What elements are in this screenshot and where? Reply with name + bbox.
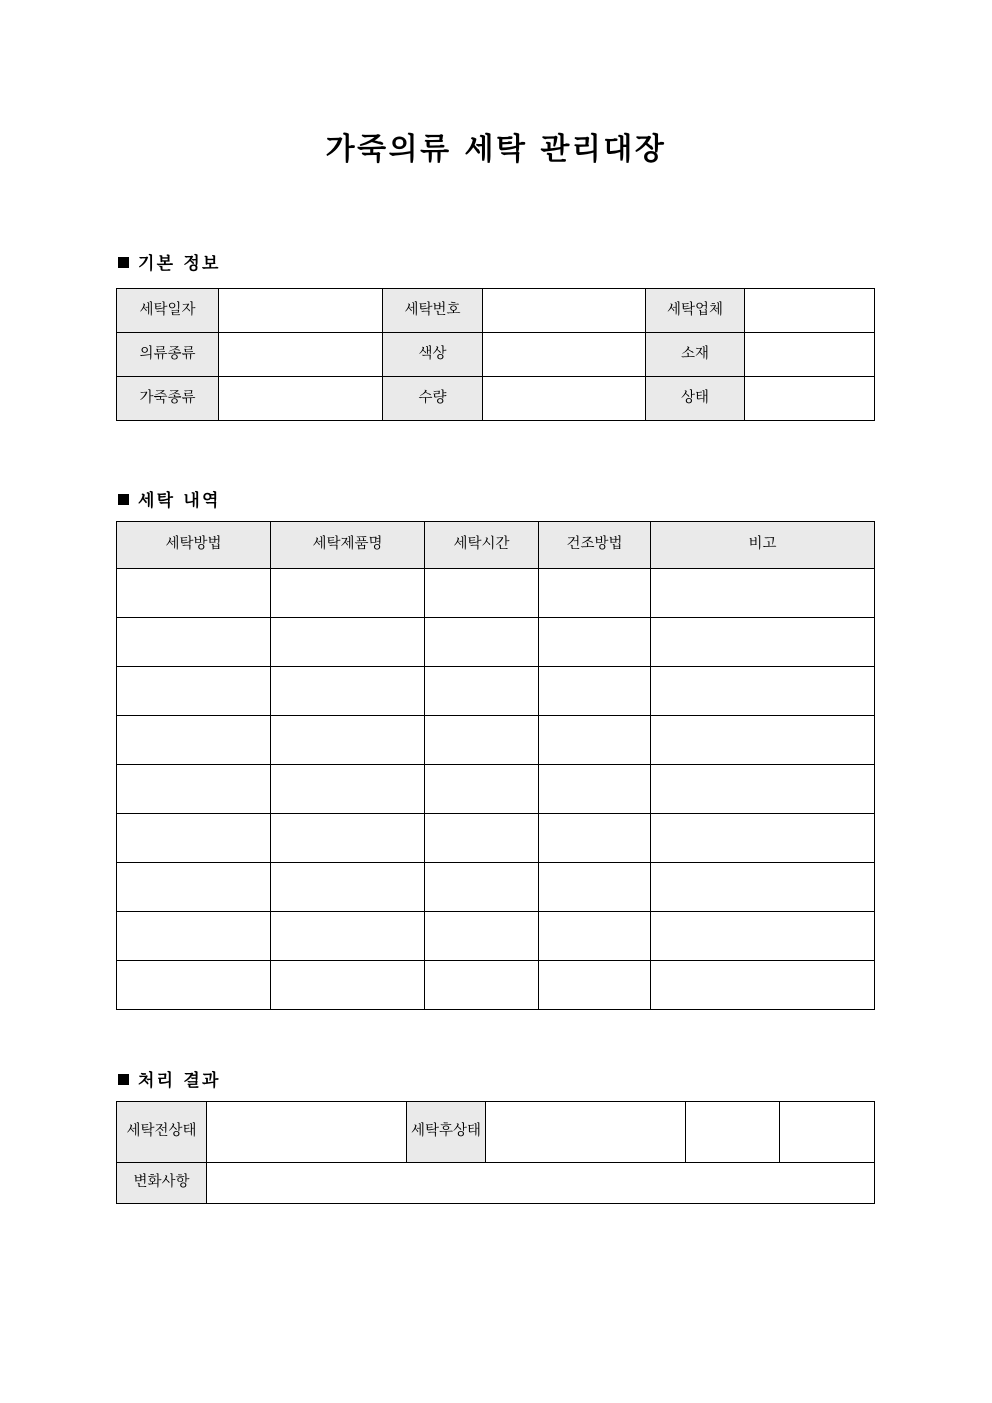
cell-wash-time[interactable] bbox=[425, 667, 539, 716]
table-row bbox=[117, 618, 875, 667]
cell-wash-time[interactable] bbox=[425, 814, 539, 863]
table-row bbox=[117, 912, 875, 961]
cell-dry-method[interactable] bbox=[539, 569, 651, 618]
field-label-material: 소재 bbox=[646, 333, 745, 377]
cell-remarks[interactable] bbox=[651, 765, 875, 814]
cell-wash-time[interactable] bbox=[425, 618, 539, 667]
column-header-dry-method: 건조방법 bbox=[539, 522, 651, 569]
laundry-details-table bbox=[116, 521, 875, 1010]
field-label-wash-number: 세탁번호 bbox=[383, 289, 483, 333]
cell-product-name[interactable] bbox=[271, 716, 425, 765]
field-value-condition-after[interactable] bbox=[486, 1102, 686, 1163]
square-bullet-icon bbox=[118, 494, 129, 505]
section-heading-laundry-details-label: 세탁 내역 bbox=[138, 491, 221, 511]
cell-wash-time[interactable] bbox=[425, 765, 539, 814]
field-label-condition-before: 세탁전상태 bbox=[117, 1102, 207, 1163]
cell-product-name[interactable] bbox=[271, 814, 425, 863]
cell-product-name[interactable] bbox=[271, 961, 425, 1010]
cell-remarks[interactable] bbox=[651, 667, 875, 716]
cell-dry-method[interactable] bbox=[539, 912, 651, 961]
section-heading-result-label: 처리 결과 bbox=[138, 1071, 221, 1091]
cell-wash-time[interactable] bbox=[425, 716, 539, 765]
field-label-condition: 상태 bbox=[646, 377, 745, 421]
cell-remarks[interactable] bbox=[651, 569, 875, 618]
table-row bbox=[117, 765, 875, 814]
column-header-product-name: 세탁제품명 bbox=[271, 522, 425, 569]
cell-dry-method[interactable] bbox=[539, 961, 651, 1010]
table-row bbox=[117, 289, 875, 333]
cell-dry-method[interactable] bbox=[539, 814, 651, 863]
field-label-wash-date: 세탁일자 bbox=[117, 289, 219, 333]
cell-remarks[interactable] bbox=[651, 912, 875, 961]
column-header-wash-time: 세탁시간 bbox=[425, 522, 539, 569]
table-row bbox=[117, 814, 875, 863]
field-value-wash-number[interactable] bbox=[483, 289, 646, 333]
field-value-condition[interactable] bbox=[745, 377, 875, 421]
cell-wash-time[interactable] bbox=[425, 961, 539, 1010]
field-value-color[interactable] bbox=[483, 333, 646, 377]
field-value-quantity[interactable] bbox=[483, 377, 646, 421]
cell-remarks[interactable] bbox=[651, 716, 875, 765]
cell-wash-method[interactable] bbox=[117, 912, 271, 961]
section-heading-basic-info-label: 기본 정보 bbox=[138, 254, 221, 274]
field-label-condition-after: 세탁후상태 bbox=[407, 1102, 486, 1163]
cell-wash-method[interactable] bbox=[117, 618, 271, 667]
table-row bbox=[117, 863, 875, 912]
field-label-changes: 변화사항 bbox=[117, 1163, 207, 1204]
cell-remarks[interactable] bbox=[651, 961, 875, 1010]
column-header-wash-method: 세탁방법 bbox=[117, 522, 271, 569]
field-value-condition-before[interactable] bbox=[207, 1102, 407, 1163]
field-label-leather-type: 가죽종류 bbox=[117, 377, 219, 421]
field-value-laundry-shop[interactable] bbox=[745, 289, 875, 333]
cell-remarks[interactable] bbox=[651, 814, 875, 863]
cell-dry-method[interactable] bbox=[539, 716, 651, 765]
field-value-changes[interactable] bbox=[207, 1163, 875, 1204]
section-heading-laundry-details bbox=[118, 486, 221, 511]
square-bullet-icon bbox=[118, 1074, 129, 1085]
cell-wash-method[interactable] bbox=[117, 961, 271, 1010]
cell-wash-method[interactable] bbox=[117, 569, 271, 618]
field-value-garment-type[interactable] bbox=[219, 333, 383, 377]
field-value-result-extra-2[interactable] bbox=[780, 1102, 875, 1163]
cell-dry-method[interactable] bbox=[539, 863, 651, 912]
field-label-color: 색상 bbox=[383, 333, 483, 377]
cell-product-name[interactable] bbox=[271, 667, 425, 716]
table-row bbox=[117, 1163, 875, 1204]
cell-product-name[interactable] bbox=[271, 765, 425, 814]
cell-wash-method[interactable] bbox=[117, 716, 271, 765]
cell-wash-time[interactable] bbox=[425, 863, 539, 912]
table-row bbox=[117, 377, 875, 421]
section-heading-basic-info bbox=[118, 249, 221, 274]
section-heading-result bbox=[118, 1066, 221, 1091]
cell-product-name[interactable] bbox=[271, 569, 425, 618]
table-row bbox=[117, 333, 875, 377]
field-value-result-extra-1[interactable] bbox=[686, 1102, 780, 1163]
cell-wash-time[interactable] bbox=[425, 912, 539, 961]
field-value-material[interactable] bbox=[745, 333, 875, 377]
square-bullet-icon bbox=[118, 257, 129, 268]
cell-wash-method[interactable] bbox=[117, 765, 271, 814]
table-row bbox=[117, 961, 875, 1010]
cell-wash-method[interactable] bbox=[117, 863, 271, 912]
field-value-leather-type[interactable] bbox=[219, 377, 383, 421]
basic-info-table bbox=[116, 288, 875, 421]
cell-wash-time[interactable] bbox=[425, 569, 539, 618]
cell-dry-method[interactable] bbox=[539, 765, 651, 814]
cell-dry-method[interactable] bbox=[539, 667, 651, 716]
cell-remarks[interactable] bbox=[651, 863, 875, 912]
table-header-row bbox=[117, 522, 875, 569]
table-row bbox=[117, 667, 875, 716]
cell-product-name[interactable] bbox=[271, 912, 425, 961]
table-row bbox=[117, 569, 875, 618]
result-table bbox=[116, 1101, 875, 1204]
table-row bbox=[117, 716, 875, 765]
field-label-laundry-shop: 세탁업체 bbox=[646, 289, 745, 333]
cell-wash-method[interactable] bbox=[117, 814, 271, 863]
table-row bbox=[117, 1102, 875, 1163]
cell-wash-method[interactable] bbox=[117, 667, 271, 716]
cell-product-name[interactable] bbox=[271, 618, 425, 667]
field-label-garment-type: 의류종류 bbox=[117, 333, 219, 377]
cell-product-name[interactable] bbox=[271, 863, 425, 912]
page-title: 가죽의류 세탁 관리대장 bbox=[325, 132, 667, 167]
column-header-remarks: 비고 bbox=[651, 522, 875, 569]
cell-remarks[interactable] bbox=[651, 618, 875, 667]
cell-dry-method[interactable] bbox=[539, 618, 651, 667]
field-value-wash-date[interactable] bbox=[219, 289, 383, 333]
field-label-quantity: 수량 bbox=[383, 377, 483, 421]
